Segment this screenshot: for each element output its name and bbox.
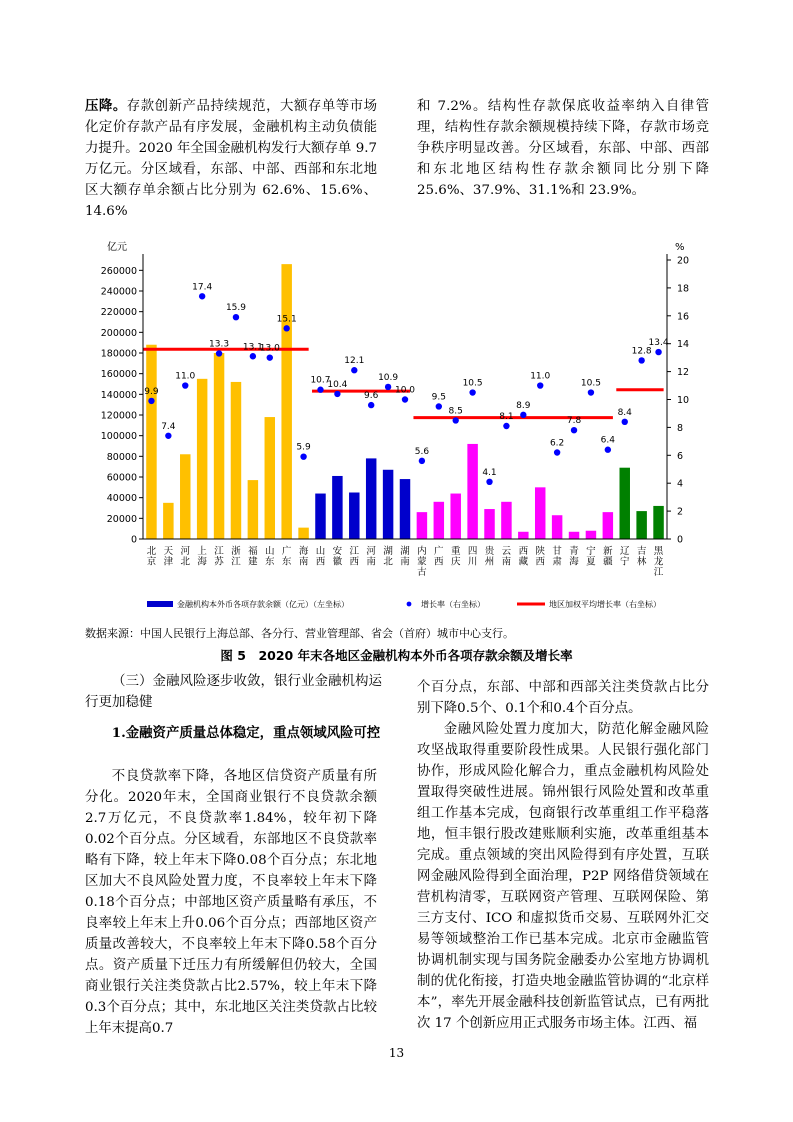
growth-label: 9.6 [364, 391, 379, 402]
right-axis-unit: % [675, 242, 685, 253]
category-label [400, 545, 410, 568]
category-label-char: 川 [467, 556, 478, 568]
growth-label: 13.3 [209, 339, 230, 350]
category-label-char: 南 [298, 556, 309, 568]
growth-dot-山东 [267, 354, 273, 360]
right-tick-label: 18 [677, 283, 690, 295]
left-tick-label: 20000 [106, 513, 137, 525]
bar-四川 [467, 444, 477, 539]
bar-云南 [501, 502, 511, 539]
category-label-char: 西 [535, 556, 545, 568]
bar-甘肃 [552, 515, 562, 539]
growth-dot-江西 [351, 367, 357, 373]
growth-dot-新疆 [605, 447, 611, 453]
category-label-char: 山 [315, 546, 326, 557]
category-label [569, 545, 579, 568]
growth-dot-上海 [199, 293, 205, 299]
category-label [637, 545, 647, 568]
category-label-char: 天 [163, 546, 174, 557]
category-label-char: 云 [501, 546, 512, 557]
category-label [248, 545, 258, 568]
category-label-char: 藏 [518, 556, 529, 568]
category-label [603, 545, 613, 568]
category-label [502, 546, 512, 568]
left-tick-label: 200000 [100, 327, 137, 339]
growth-dot-天津 [165, 433, 171, 439]
category-label-char: 广 [434, 546, 444, 557]
figure-caption: 图 5 2020 年末各地区金融机构本外币各项存款余额及增长率 [220, 648, 573, 663]
category-label [181, 546, 191, 568]
category-label-char: 江 [231, 556, 241, 568]
growth-dot-黑龙江 [655, 349, 661, 355]
right-tick-label: 20 [677, 255, 690, 267]
category-label [468, 546, 478, 568]
growth-label: 8.4 [617, 407, 632, 418]
category-label [519, 546, 529, 568]
growth-dot-云南 [503, 423, 509, 429]
right-tick-label: 16 [677, 311, 690, 323]
category-label-char: 北 [383, 556, 393, 568]
growth-dot-宁夏 [588, 389, 594, 395]
category-label-char: 南 [501, 556, 512, 568]
bar-陕西 [535, 487, 545, 539]
growth-label: 12.1 [344, 356, 365, 367]
growth-label: 7.4 [161, 421, 176, 432]
bar-安徽 [332, 476, 342, 539]
category-label-char: 新 [603, 546, 613, 557]
category-label [231, 545, 241, 568]
category-label-char: 夏 [586, 556, 596, 568]
left-tick-label: 80000 [106, 451, 137, 463]
left-tick-label: 120000 [100, 410, 137, 422]
data-source-note: 数据来源：中国人民银行上海总部、各分行、营业管理部、省会（首府）城市中心支行。 [85, 627, 514, 640]
category-label-char: 龙 [653, 556, 664, 568]
growth-label: 5.9 [296, 442, 311, 453]
left-tick-label: 260000 [100, 265, 137, 277]
category-label-char: 津 [163, 556, 174, 568]
category-label [299, 545, 309, 568]
legend-bar-swatch [147, 601, 173, 607]
category-label-char: 南 [366, 556, 376, 568]
growth-dot-辽宁 [622, 419, 628, 425]
category-label [535, 545, 545, 568]
growth-dot-青海 [571, 427, 577, 433]
section-heading: （三）金融风险逐步收敛，银行业金融机构运行更加稳健 [85, 673, 382, 710]
bar-山西 [315, 494, 325, 539]
left-tick-label: 100000 [100, 431, 137, 443]
category-label [586, 545, 596, 568]
bar-重庆 [450, 494, 460, 539]
bar-湖南 [400, 479, 410, 539]
category-label-char: 西 [518, 546, 529, 557]
category-label-char: 吉 [636, 546, 647, 557]
left-axis-unit: 亿元 [107, 242, 127, 253]
category-label-char: 肃 [552, 556, 562, 568]
growth-dot-重庆 [453, 417, 459, 423]
growth-label: 8.1 [499, 412, 514, 423]
bar-浙江 [231, 382, 241, 539]
category-label-char: 甘 [552, 546, 562, 557]
growth-label: 10.5 [462, 378, 483, 389]
left-tick-label: 220000 [100, 307, 137, 319]
bar-湖北 [383, 470, 393, 539]
category-label [620, 546, 630, 568]
growth-label: 11.0 [530, 371, 551, 382]
growth-dot-内蒙古 [419, 458, 425, 464]
right-tick-label: 2 [677, 506, 684, 518]
bar-河南 [366, 458, 376, 539]
right-tick-label: 6 [677, 450, 684, 462]
category-label-char: 海 [197, 556, 207, 568]
right-tick-label: 0 [677, 534, 684, 546]
growth-label: 17.4 [192, 282, 213, 293]
category-label-char: 林 [636, 556, 647, 568]
category-label-char: 东 [281, 556, 292, 568]
bar-青海 [569, 532, 579, 539]
right-tick-label: 12 [677, 367, 690, 379]
bar-内蒙古 [417, 512, 427, 539]
category-label-char: 江 [214, 546, 224, 557]
category-label-char: 黑 [653, 546, 664, 557]
category-label [333, 545, 343, 568]
category-label-char: 湖 [400, 546, 410, 557]
bar-北京 [146, 345, 156, 539]
bar-海南 [298, 528, 308, 539]
growth-dot-北京 [148, 398, 154, 404]
growth-label: 4.1 [482, 467, 497, 478]
category-label-char: 北 [180, 556, 191, 568]
deposit-chart [85, 232, 715, 622]
growth-label: 13.1 [242, 342, 263, 353]
category-label-char: 江 [653, 567, 664, 578]
category-label-char: 南 [400, 556, 410, 568]
bar-西藏 [518, 532, 528, 539]
category-label-char: 蒙 [417, 556, 427, 568]
right-tick-label: 10 [677, 395, 690, 406]
growth-dot-广西 [436, 403, 442, 409]
bar-贵州 [484, 509, 494, 539]
category-label-char: 湖 [383, 546, 393, 557]
category-label-char: 河 [180, 546, 191, 557]
category-label-char: 庆 [450, 556, 461, 568]
growth-label: 10.0 [394, 385, 416, 396]
growth-label: 6.2 [549, 438, 565, 449]
category-label [417, 545, 427, 578]
legend-line-label: 地区加权平均增长率（右坐标） [549, 600, 661, 609]
lower-right-paragraph-1: 个百分点，东部、中部和西部关注类贷款占比分别下降0.5个、0.1个和0.4个百分点。 [417, 680, 709, 716]
bar-河北 [180, 454, 190, 539]
category-label [164, 546, 174, 568]
top-left-lead: 压降。 [85, 98, 127, 114]
growth-label: 11.0 [175, 371, 196, 382]
growth-label: 7.8 [566, 416, 582, 427]
growth-label: 9.9 [144, 386, 159, 397]
category-label-char: 内 [417, 546, 427, 557]
category-label [350, 546, 360, 568]
category-label-char: 广 [281, 546, 292, 557]
bar-宁夏 [586, 531, 596, 539]
category-label-char: 徽 [332, 556, 343, 568]
growth-dot-河北 [182, 382, 188, 388]
category-label-char: 古 [417, 567, 427, 578]
category-label-char: 青 [569, 546, 579, 557]
growth-dot-江苏 [216, 350, 222, 356]
subsection-heading: 1.金融资产质量总体稳定，重点领域风险可控 [111, 725, 381, 741]
category-label [451, 545, 461, 568]
category-label [197, 545, 207, 568]
bar-黑龙江 [653, 506, 663, 539]
category-label-char: 建 [248, 556, 258, 568]
growth-label: 8.9 [516, 400, 531, 411]
bar-新疆 [603, 512, 613, 539]
category-label-char: 山 [265, 546, 275, 557]
bar-天津 [163, 503, 173, 539]
category-label [265, 545, 275, 568]
lower-right-paragraph-2: 金融风险处置力度加大，防范化解金融风险攻坚战取得重要阶段性成果。人民银行强化部门协作，形成风险化解合力，重点金融机构风险处置取得突破性进展。锦州银行风险处置和改革重组工作基本完成，包商银行改革重组工作平稳落地，恒丰银行股改建账顺利实施，改革重组基本完成。重点领域的突出风险得到有序处置，互联网金融风险得到全面治理，P2P 网络借贷领域在营机构清零，互联网资产管理、互联网保险、第三方支付、ICO 和虚拟货币交易、互联网外汇交易等领域整治工作已基本完成。北京市金融监管协调机制实现与国务院金融委办公室地方协调机制的优化衔接，打造央地金融监管协调的“北京样本”，率先开展金融科技创新监管试点，已有两批次 17 个创新应用正式服务市场主体。江西、福 [417, 722, 709, 1031]
top-left-text: 存款创新产品持续规范，大额存单等市场化定价存款产品有序发展，金融机构主动负债能力提升。2020 年全国金融机构发行大额存单 9.7 万亿元。分区域看，东部、中部、西部和东北地区大额存单余额占比分别为 62.6%、15.6%、14.6% [85, 99, 378, 219]
left-tick-label: 60000 [106, 472, 137, 484]
growth-label: 10.5 [580, 378, 601, 389]
category-label-char: 疆 [603, 556, 613, 568]
growth-label: 9.5 [431, 392, 446, 403]
category-label-char: 州 [484, 556, 495, 568]
bar-山东 [265, 417, 275, 539]
category-label-char: 海 [298, 546, 309, 557]
growth-label: 10.9 [378, 372, 399, 383]
category-label-char: 西 [349, 556, 360, 568]
growth-label: 15.9 [225, 303, 246, 314]
lower-left-paragraph: 不良贷款率下降，各地区信贷资产质量有所分化。2020年末，全国商业银行不良贷款余额2.7万亿元，不良贷款率1.84%，较年初下降0.02个百分点。分区域看，东部地区不良贷款率略有下降，较上年末下降0.08个百分点；东北地区加大不良风险处置力度，不良率较上年末下降0.18个百分点；中部地区资产质量略有承压，不良率较上年末上升0.06个百分点；西部地区资产质量改善较大，不良率较上年末下降0.58个百分点。资产质量下迁压力有所缓解但仍较大，全国商业银行关注类贷款占比2.57%，较上年末下降0.3个百分点；其中，东北地区关注类贷款占比较上年末提高0.7 [85, 769, 377, 1036]
left-tick-label: 180000 [100, 348, 137, 360]
category-label [316, 545, 326, 568]
page-number: 13 [388, 1046, 405, 1060]
category-label-char: 江 [349, 546, 360, 557]
growth-dot-西藏 [520, 412, 526, 418]
category-label-char: 苏 [214, 556, 224, 568]
category-label-char: 海 [569, 556, 579, 568]
right-tick-label: 8 [677, 422, 684, 434]
growth-label: 13.0 [259, 343, 280, 354]
growth-dot-海南 [300, 453, 306, 459]
growth-dot-陕西 [537, 382, 543, 388]
category-label [383, 545, 393, 568]
right-tick-label: 14 [677, 339, 690, 351]
top-left-paragraph [85, 96, 377, 222]
bar-上海 [197, 379, 207, 539]
growth-dot-四川 [469, 389, 475, 395]
growth-label: 10.4 [327, 379, 348, 390]
category-label [654, 546, 664, 578]
category-label-char: 京 [146, 556, 157, 568]
category-label-char: 福 [248, 546, 258, 557]
bar-吉林 [636, 511, 646, 539]
left-tick-label: 140000 [100, 389, 137, 401]
category-label [282, 545, 292, 568]
category-label-char: 北 [146, 546, 157, 557]
category-label [214, 546, 224, 568]
category-label-char: 上 [197, 546, 207, 557]
growth-dot-广东 [283, 325, 289, 331]
legend-bar-label: 金融机构本外币各项存款余额（亿元）（左坐标） [177, 600, 349, 609]
bar-广西 [434, 502, 444, 539]
left-tick-label: 40000 [106, 493, 137, 505]
category-label [434, 545, 444, 568]
bar-福建 [248, 480, 258, 539]
category-label-char: 西 [315, 556, 326, 568]
growth-dot-湖北 [385, 384, 391, 390]
growth-label: 13.4 [648, 338, 669, 349]
right-tick-label: 4 [677, 478, 684, 490]
growth-dot-河南 [368, 402, 374, 408]
category-label-char: 浙 [231, 546, 241, 557]
left-tick-label: 160000 [100, 369, 137, 381]
legend-dot-swatch [407, 602, 412, 607]
left-tick-label: 0 [130, 534, 137, 546]
growth-label: 6.4 [600, 435, 616, 446]
growth-dot-福建 [250, 353, 256, 359]
growth-label: 15.1 [276, 314, 297, 325]
growth-dot-浙江 [233, 314, 239, 320]
growth-label: 5.6 [414, 446, 430, 457]
bar-广东 [281, 264, 291, 539]
category-label [366, 546, 376, 568]
growth-dot-贵州 [486, 479, 492, 485]
bar-江苏 [214, 353, 224, 539]
growth-label: 12.8 [631, 346, 652, 357]
chart-svg [85, 232, 715, 622]
bar-辽宁 [620, 468, 630, 539]
growth-dot-安徽 [334, 391, 340, 397]
growth-label: 8.5 [448, 406, 463, 417]
category-label-char: 宁 [619, 556, 630, 568]
category-label-char: 西 [434, 556, 444, 568]
top-right-paragraph: 和 7.2%。结构性存款保底收益率纳入自律管理，结构性存款余额规模持续下降，存款市场竞争秩序明显改善。分区域看，东部、中部、西部和东北地区结构性存款余额同比分别下降 25.6%、37.9%、31.1%和 23.9%。 [417, 99, 709, 198]
category-label [552, 545, 562, 568]
category-label-char: 东 [265, 556, 275, 568]
growth-label: 10.7 [310, 375, 331, 386]
growth-dot-山西 [317, 387, 323, 393]
legend-dot-label: 增长率（右坐标） [421, 600, 485, 609]
category-label [485, 545, 495, 568]
category-label-char: 河 [366, 546, 376, 557]
category-label-char: 贵 [484, 546, 495, 557]
category-label [147, 545, 157, 568]
category-label-char: 四 [467, 546, 478, 557]
growth-dot-湖南 [402, 396, 408, 402]
category-label-char: 辽 [619, 546, 630, 557]
category-label-char: 重 [450, 546, 461, 557]
left-tick-label: 240000 [100, 286, 137, 298]
category-label-char: 宁 [586, 546, 596, 557]
growth-dot-吉林 [638, 357, 644, 363]
category-label-char: 安 [332, 546, 343, 557]
category-label-char: 陕 [535, 546, 545, 557]
growth-dot-甘肃 [554, 449, 560, 455]
bar-江西 [349, 493, 359, 540]
